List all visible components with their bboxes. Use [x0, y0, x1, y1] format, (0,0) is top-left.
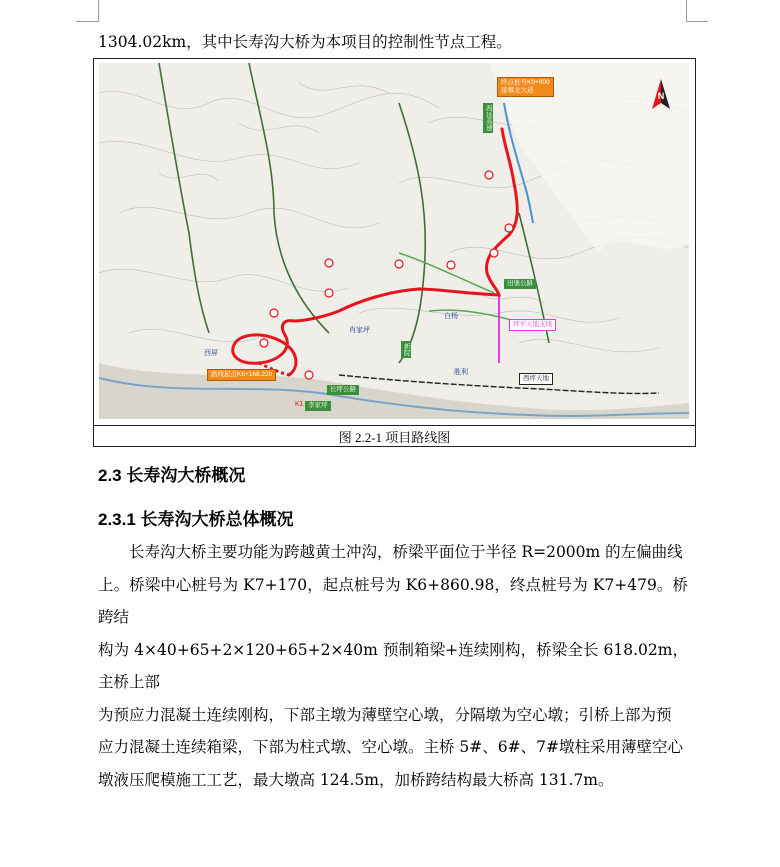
changping-road-label: 长坪公路 [327, 385, 359, 395]
intro-line: 1304.02km，其中长寿沟大桥为本项目的控制性节点工程。 [98, 33, 512, 51]
start-sign-line-1: 终点桩号K0+000 [501, 79, 550, 86]
paragraph-line-6: 墩液压爬模施工工艺，最大墩高 124.5m，加桥跨结构最大桥高 131.7m。 [98, 770, 614, 789]
branch-line-label: 坪羊天地支线 [509, 319, 556, 331]
page-corner-mark-right-v [686, 0, 687, 22]
page-corner-mark-left-v [98, 0, 99, 22]
route-end-sign: 路线起点K6+168.220 [207, 369, 276, 381]
paragraph-line-1: 长寿沟大桥主要功能为跨越黄土冲沟，桥梁平面位于半径 R=2000m 的左偏曲线 [129, 543, 683, 561]
figure-frame [93, 58, 696, 447]
section-heading-2-3-1: 2.3.1 长寿沟大桥总体概况 [98, 510, 294, 529]
bridge-marker-3 [490, 249, 498, 257]
bridge-marker-8 [325, 259, 333, 267]
xiping-label: 西屏 [204, 350, 218, 357]
paragraph-line-2: 上。桥梁中心桩号为 K7+170，起点桩号为 K6+860.98，终点桩号为 K7+479。桥跨结 [98, 575, 688, 626]
caption-divider [94, 425, 695, 426]
road-tag-vertical: 西延高速 [484, 105, 492, 131]
xiaojiaping-label: 肖家坪 [349, 327, 370, 334]
section-heading-2-3: 2.3 长寿沟大桥概况 [98, 466, 246, 485]
bridge-marker-10 [305, 371, 313, 379]
bridge-marker-6 [325, 289, 333, 297]
bridge-marker-2 [505, 224, 513, 232]
route-map-svg [99, 63, 689, 419]
route-start-sign [497, 77, 554, 97]
paragraph-line-3: 构为 4×40+65+2×120+65+2×40m 预制箱梁+连续刚构，桥梁全长 618.02m，主桥上部 [98, 640, 688, 691]
paragraph-line-4: 为预应力混凝土连续刚构，下部主墩为薄壁空心墩，分隔墩为空心墩；引桥上部为预 [98, 705, 672, 724]
xiping-tiandi-label: 西坪天地 [519, 373, 553, 385]
bridge-marker-5 [395, 260, 403, 268]
shengli-label: 胜利 [454, 369, 468, 376]
xinyu-label: 新院 [402, 343, 410, 356]
tunnel-tag-label: K1 [295, 401, 304, 408]
figure-caption: 图 2.2-1 项目路线图 [338, 430, 451, 445]
bridge-marker-1 [485, 171, 493, 179]
route-map [99, 63, 689, 419]
svg-text:N: N [657, 91, 665, 101]
road-tag-2: 李家坪 [305, 401, 331, 411]
baiyang-label: 白杨 [444, 313, 458, 320]
page-corner-mark-right-h [686, 21, 708, 22]
bridge-marker-9 [260, 339, 268, 347]
body-paragraph [98, 536, 688, 796]
bridge-marker-7 [270, 309, 278, 317]
paragraph-line-5: 应力混凝土连续箱梁，下部为柱式墩、空心墩。主桥 5#、6#、7#墩柱采用薄壁空心 [98, 738, 683, 756]
start-sign-line-2: 接哪龙大道 [501, 86, 534, 94]
bridge-marker-4 [447, 261, 455, 269]
tianbao-road-label: 田堡公路 [504, 279, 536, 289]
page-corner-mark-left-h [76, 21, 98, 22]
